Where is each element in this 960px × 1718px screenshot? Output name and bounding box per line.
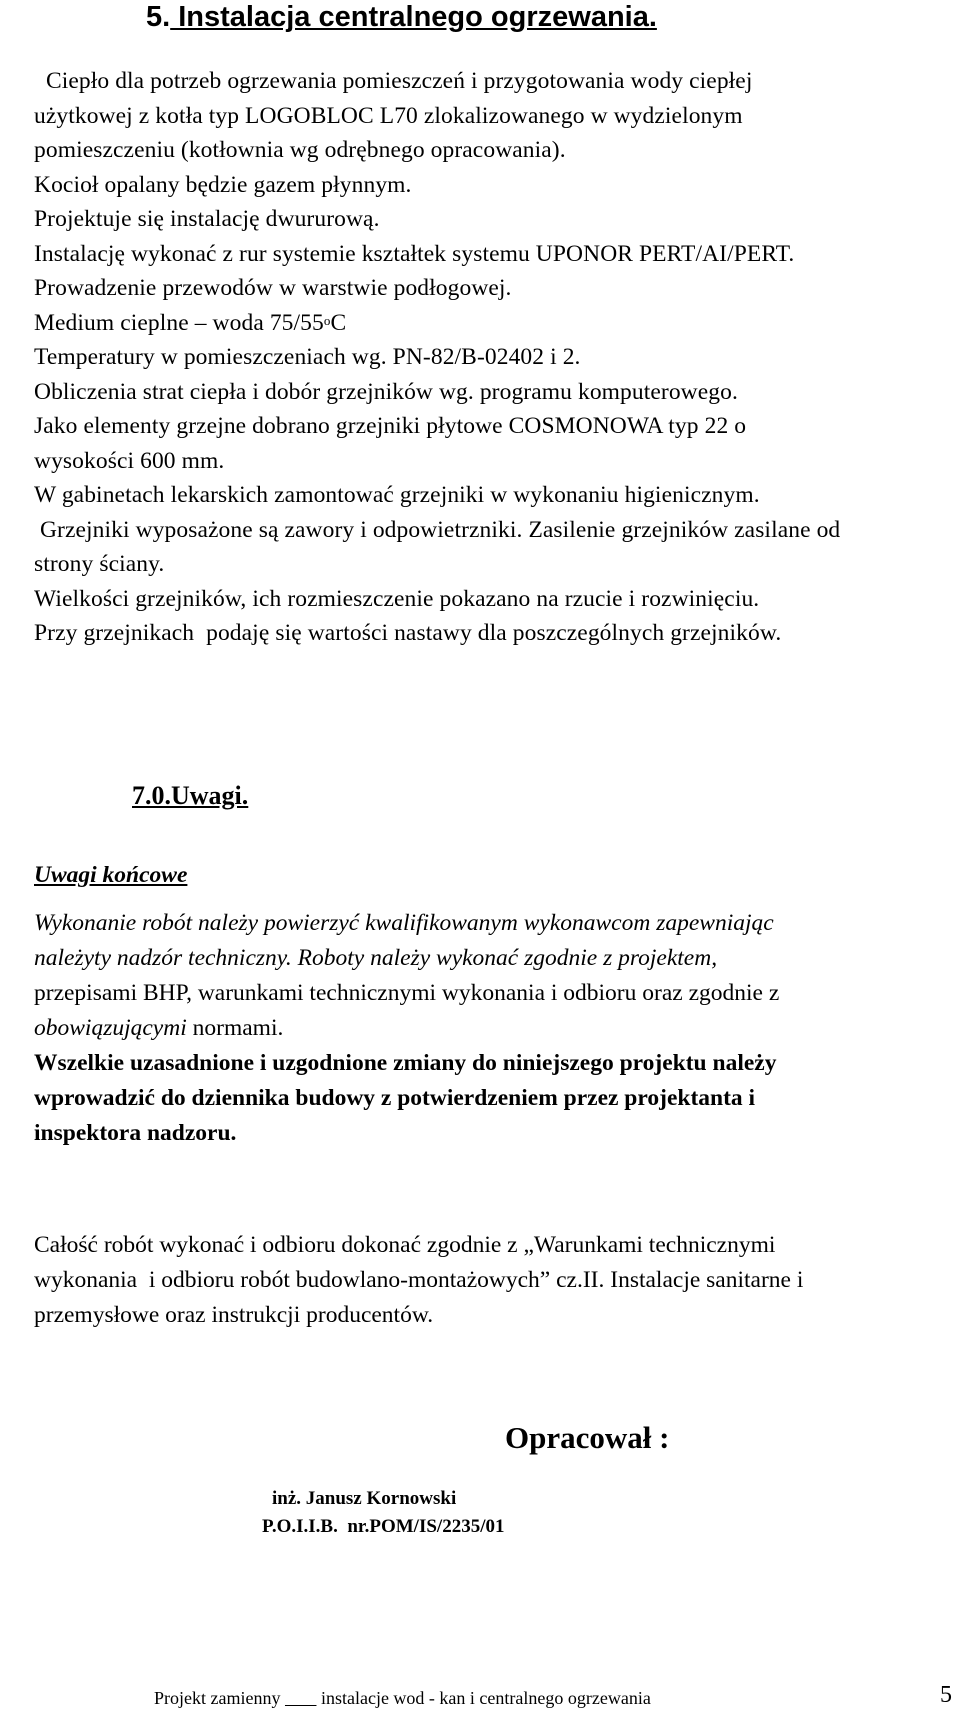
text-line: Wykonanie robót należy powierzyć kwalifikowanym wykonawcom zapewniając [34,910,774,936]
section-heading [146,0,657,34]
text-line: W gabinetach lekarskich zamontować grzejniki w wykonaniu higienicznym. [34,482,760,508]
section-title: Instalacja centralnego ogrzewania. [170,1,657,33]
section-7-title: 7.0.Uwagi. [132,781,249,810]
text-line: Kocioł opalany będzie gazem płynnym. [34,171,412,198]
plain-text: normami. [186,1015,284,1041]
page-number: 5 [940,1682,952,1708]
text-line: Instalację wykonać z rur systemie kształtek systemu UPONOR PERT/AI/PERT. [34,240,795,267]
text-line: Przy grzejnikach podaję się wartości nastawy dla poszczególnych grzejników. [34,620,782,646]
text-line: Temperatury w pomieszczeniach wg. PN-82/B-02402 i 2. [34,344,581,370]
medium-text: Medium cieplne – woda 75/55 [34,309,324,336]
footer-dash [285,1688,317,1708]
page-footer [154,1688,651,1709]
footer-text-b: instalacje wod - kan i centralnego ogrzewania [316,1688,651,1708]
footer-text-a: Projekt zamienny [154,1688,285,1708]
text-line: strony ściany. [34,551,165,577]
medium-line [34,308,840,343]
text-line: użytkowej z kotła typ LOGOBLOC L70 zlokalizowanego w wydzielonym [34,102,743,129]
italic-text: należyty nadzór techniczny. [34,945,292,971]
celsius-unit: C [330,309,347,336]
text-line: Jako elementy grzejne dobrano grzejniki płytowe COSMONOWA typ 22 o [34,413,747,439]
text-line: przepisami BHP, warunkami technicznymi wykonania i odbioru oraz zgodnie z [34,980,780,1006]
heating-description [34,66,840,653]
italic-text: obowiązującymi [34,1015,187,1041]
text-line: Obliczenia strat ciepła i dobór grzejników wg. programu komputerowego. [34,378,738,405]
text-line: Prowadzenie przewodów w warstwie podłogowej. [34,275,512,301]
text-line: przemysłowe oraz instrukcji producentów. [34,1302,434,1328]
prepared-by-heading: Opracował : [505,1420,670,1455]
compliance-paragraph [34,1232,803,1337]
text-line: wysokości 600 mm. [34,447,225,474]
section-7-subtitle: Uwagi końcowe [34,862,188,888]
text-line: Grzejniki wyposażone są zawory i odpowietrzniki. Zasilenie grzejników zasilane od [34,516,841,543]
final-remarks [34,910,779,1155]
text-line: Projektuje się instalację dwururową. [34,206,380,232]
text-line: wykonania i odbioru robót budowlano-montażowych” cz.II. Instalacje sanitarne i [34,1267,804,1293]
section-number: 5. [146,1,171,33]
degree-sign: o [323,312,331,328]
text-line [34,1015,779,1050]
text-line: Całość robót wykonać i odbioru dokonać zgodnie z „Warunkami technicznymi [34,1232,776,1258]
bold-line: wprowadzić do dziennika budowy z potwierdzeniem przez projektanta i [34,1085,756,1111]
bold-line: inspektora nadzoru. [34,1120,237,1146]
author-license: P.O.I.I.B. nr.POM/IS/2235/01 [262,1516,505,1537]
italic-text: Roboty należy wykonać zgodnie z projektem, [291,945,718,971]
text-line: Wielkości grzejników, ich rozmieszczenie pokazano na rzucie i rozwinięciu. [34,585,760,612]
text-line: pomieszczeniu (kotłownia wg odrębnego opracowania). [34,137,566,163]
bold-line: Wszelkie uzasadnione i uzgodnione zmiany do niniejszego projektu należy [34,1050,777,1076]
text-line: Ciepło dla potrzeb ogrzewania pomieszczeń i przygotowania wody ciepłej [34,68,753,94]
text-line [34,945,779,980]
author-name: inż. Janusz Kornowski [272,1488,457,1509]
